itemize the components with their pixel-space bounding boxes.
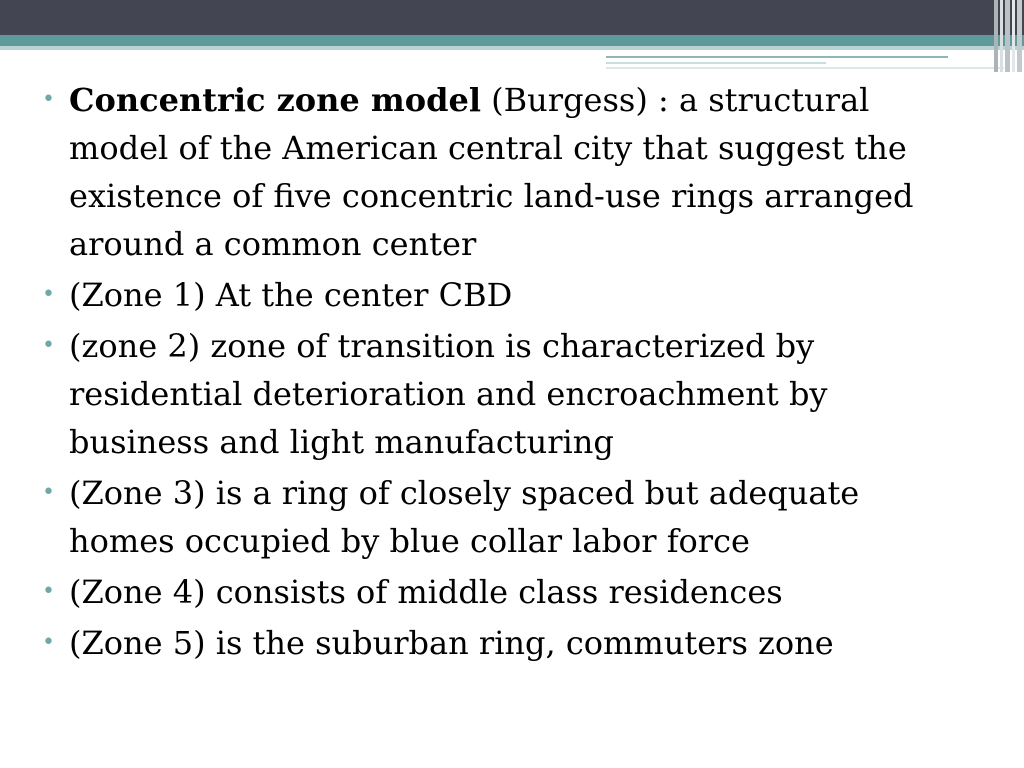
decorative-stripe xyxy=(1012,0,1015,72)
accent-band-light xyxy=(0,46,1024,50)
bullet-text: (Zone 1) At the center CBD xyxy=(69,276,513,314)
bullet-item-zone-4 xyxy=(42,568,972,616)
bullet-dot-icon: • xyxy=(42,480,55,505)
bullet-list xyxy=(42,76,972,670)
bullet-item-zone-3 xyxy=(42,469,972,565)
bullet-text: (Burgess) : a structural model of the American central city that suggest the existence of five concentric land-use rings arranged around a common center xyxy=(69,81,914,263)
bullet-term: Concentric zone model xyxy=(69,81,481,119)
decorative-stripe xyxy=(1005,0,1010,72)
bullet-item-zone-2 xyxy=(42,322,972,466)
bullet-text: (Zone 4) consists of middle class residences xyxy=(69,573,783,611)
decorative-stripe xyxy=(994,0,998,72)
bullet-dot-icon: • xyxy=(42,87,55,112)
bullet-item-zone-1 xyxy=(42,271,972,319)
accent-line xyxy=(606,62,826,64)
bullet-dot-icon: • xyxy=(42,282,55,307)
accent-line xyxy=(606,56,948,58)
bullet-dot-icon: • xyxy=(42,630,55,655)
bullet-item-concentric-zone-model xyxy=(42,76,972,268)
bullet-item-zone-5 xyxy=(42,619,972,667)
accent-line xyxy=(606,67,1004,69)
header-bar xyxy=(0,0,1024,35)
decorative-stripe xyxy=(1000,0,1003,72)
bullet-dot-icon: • xyxy=(42,579,55,604)
bullet-dot-icon: • xyxy=(42,333,55,358)
bullet-text: (Zone 5) is the suburban ring, commuters zone xyxy=(69,624,834,662)
accent-band xyxy=(0,35,1024,46)
bullet-text: (zone 2) zone of transition is characterized by residential deterioration and encroachment by business and light manufacturing xyxy=(69,327,828,461)
decorative-stripe xyxy=(1017,0,1022,72)
bullet-text: (Zone 3) is a ring of closely spaced but adequate homes occupied by blue collar labor force xyxy=(69,474,860,560)
